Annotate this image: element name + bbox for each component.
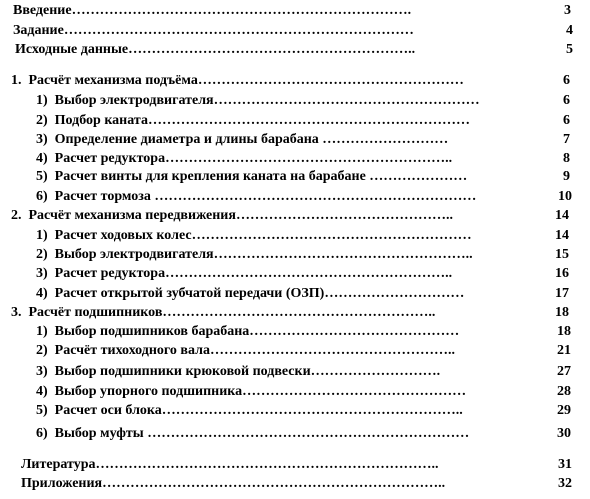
toc-page-task: 4 xyxy=(566,23,573,38)
toc-page-1-6: 10 xyxy=(558,189,572,204)
toc-section-3: 3. Расчёт подшипников………………………………………………….. xyxy=(11,305,436,320)
toc-entry-1-1: 1) Выбор электродвигателя………………………………………………… xyxy=(36,93,480,108)
toc-entry-task: Задание………………………………………………………………… xyxy=(13,23,414,38)
toc-section-1: 1. Расчёт механизма подъёма………………………………………………… xyxy=(11,73,464,88)
toc-entry-2-1: 1) Расчет ходовых колес…………………………………………………… xyxy=(36,228,472,243)
toc-entry-2-3: 3) Расчет редуктора…………………………………………………….. xyxy=(36,266,453,281)
toc-page-initial-data: 5 xyxy=(566,42,573,57)
toc-page-2-4: 17 xyxy=(555,286,569,301)
toc-entry-1-3: 3) Определение диаметра и длины барабана ……………………… xyxy=(36,132,449,147)
toc-page-1-2: 6 xyxy=(563,113,570,128)
toc-entry-1-5: 5) Расчет винты для крепления каната на барабане ………………… xyxy=(36,169,468,184)
toc-page-2-1: 14 xyxy=(555,228,569,243)
toc-entry-literature: Литература……………………………………………………………….. xyxy=(21,457,439,472)
toc-page-3-2: 21 xyxy=(557,343,571,358)
toc-section-2: 2. Расчёт механизма передвижения……………………………………….. xyxy=(11,208,453,223)
toc-page-3-1: 18 xyxy=(557,324,571,339)
toc-entry-1-6: 6) Расчет тормоза …………………………………………………………… xyxy=(36,189,477,204)
toc-page-1-1: 6 xyxy=(563,93,570,108)
toc-entry-2-4: 4) Расчет открытой зубчатой передачи (ОЗП)………………………… xyxy=(36,286,465,301)
toc-page-1-3: 7 xyxy=(563,132,570,147)
toc-page-1-4: 8 xyxy=(563,151,570,166)
toc-entry-1-4: 4) Расчет редуктора…………………………………………………….. xyxy=(36,151,453,166)
toc-entry-3-1: 1) Выбор подшипников барабана……………………………………… xyxy=(36,324,460,339)
toc-entry-3-3: 3) Выбор подшипники крюковой подвески………………………. xyxy=(36,364,441,379)
toc-page-appendices: 32 xyxy=(558,476,572,491)
toc-entry-2-2: 2) Выбор электродвигателя……………………………………………….. xyxy=(36,247,473,262)
toc-entry-3-6: 6) Выбор муфты …………………………………………………………… xyxy=(36,426,470,441)
toc-entry-initial-data: Исходные данные…………………………………………………….. xyxy=(15,42,416,57)
toc-page-1-5: 9 xyxy=(563,169,570,184)
toc-page-literature: 31 xyxy=(558,457,572,472)
toc-page-intro: 3 xyxy=(564,3,571,18)
toc-entry-1-2: 2) Подбор каната…………………………………………………………… xyxy=(36,113,470,128)
toc-page-3-6: 30 xyxy=(557,426,571,441)
toc-page-section-3: 18 xyxy=(555,305,569,320)
toc-entry-3-4: 4) Выбор упорного подшипника………………………………………… xyxy=(36,384,467,399)
toc-entry-3-2: 2) Расчёт тихоходного вала…………………………………………….. xyxy=(36,343,455,358)
toc-entry-3-5: 5) Расчет оси блока……………………………………………………….. xyxy=(36,403,463,418)
toc-page-3-3: 27 xyxy=(557,364,571,379)
toc-page-3-4: 28 xyxy=(557,384,571,399)
toc-page-section-2: 14 xyxy=(555,208,569,223)
toc-page-2-2: 15 xyxy=(555,247,569,262)
toc-page-2-3: 16 xyxy=(555,266,569,281)
toc-entry-intro: Введение………………………………………………………………. xyxy=(13,3,412,18)
toc-entry-appendices: Приложения……………………………………………………………….. xyxy=(21,476,446,491)
toc-page-section-1: 6 xyxy=(563,73,570,88)
toc-page-3-5: 29 xyxy=(557,403,571,418)
